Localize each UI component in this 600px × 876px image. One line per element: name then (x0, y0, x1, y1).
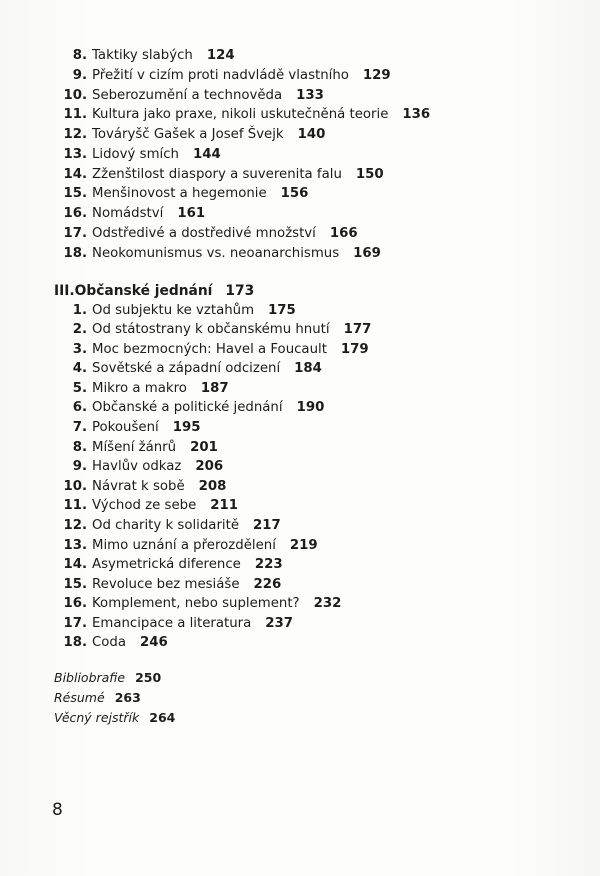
toc-entry-page: 206 (195, 459, 224, 474)
toc-entry-number: 9. (72, 68, 87, 83)
toc-entry-number: 18. (63, 246, 87, 261)
toc-entry-page: 201 (190, 440, 218, 455)
toc-entry-title: Coda (92, 635, 127, 650)
toc-entry-number: 16. (63, 596, 87, 611)
toc-entry-title: Asymetrická diference (92, 557, 241, 572)
back-matter-title: Věcný rejstřík (54, 710, 140, 725)
toc-entry-title: Sovětské a západní odcizení (92, 361, 281, 376)
toc-entry-number: 15. (63, 186, 87, 201)
toc-entry-number: 7. (72, 420, 87, 435)
toc-entry-page: 179 (340, 342, 369, 357)
toc-entry-page: 195 (172, 420, 201, 435)
toc-entry-number: 14. (63, 167, 87, 182)
toc-entry-page: 166 (329, 226, 358, 241)
toc-entry-title: Mimo uznání a přerozdělení (92, 538, 276, 553)
toc-entry-page: 136 (402, 107, 431, 122)
toc-entry-number: 14. (63, 557, 87, 572)
toc-entry-page: 246 (140, 635, 168, 650)
toc-entry-number: 10. (63, 479, 87, 494)
toc-entry-number: 13. (63, 538, 87, 553)
toc-entry-title: Od státostrany k občanskému hnutí (92, 322, 330, 337)
toc-entry-number: 17. (63, 616, 87, 631)
toc-entry-number: 5. (72, 381, 87, 396)
toc-entry-number: 12. (63, 127, 87, 142)
toc-entry-title: Komplement, nebo suplement? (92, 596, 300, 611)
toc-entry-title: Taktiky slabých (92, 48, 193, 63)
toc-entry-page: 129 (362, 68, 391, 83)
back-matter-page: 250 (135, 670, 162, 685)
toc-entry-page: 232 (313, 596, 342, 611)
toc-entry-page: 190 (296, 400, 325, 415)
toc-entry-title: Od subjektu ke vztahům (92, 303, 255, 318)
toc-entry-page: 133 (296, 88, 324, 103)
toc-entry-title: Moc bezmocných: Havel a Foucault (92, 342, 327, 357)
toc-entry-title: Mikro a makro (92, 381, 187, 396)
toc-entry-number: 10. (63, 88, 87, 103)
toc-entry-page: 140 (297, 127, 326, 142)
toc-entry-page: 156 (280, 186, 309, 201)
toc-entry-page: 175 (268, 303, 296, 318)
part-heading-page: 173 (225, 283, 255, 299)
toc-entry-title: Kultura jako praxe, nikoli uskutečněná teorie (92, 107, 389, 122)
back-matter-entry (54, 688, 141, 708)
toc-entry-page: 144 (192, 147, 221, 162)
toc-entry-number: 17. (63, 226, 87, 241)
back-matter-entry (54, 668, 161, 688)
back-matter-entry (54, 708, 175, 728)
toc-entry-number: 4. (72, 361, 87, 376)
toc-entry-page: 217 (253, 518, 281, 533)
toc-entry-title: Odstředivé a dostředivé množství (92, 226, 316, 241)
toc-entry-title: Od charity k solidaritě (92, 518, 240, 533)
toc-entry-title: Návrat k sobě (92, 479, 185, 494)
toc-entry-title: Zženštilost diaspory a suverenita falu (92, 167, 342, 182)
toc-entry-number: 1. (72, 303, 87, 318)
toc-entry-number: 11. (63, 107, 87, 122)
back-matter-title: Bibliobrafie (54, 670, 126, 685)
toc-entry-number: 16. (63, 206, 87, 221)
toc-entry-title: Havlův odkaz (92, 459, 182, 474)
toc-entry-page: 184 (294, 361, 322, 376)
back-matter-page: 263 (114, 690, 141, 705)
toc-entry-number: 8. (72, 440, 87, 455)
toc-entry-title: Neokomunismus vs. neoanarchismus (92, 246, 340, 261)
toc-entry-title: Menšinovost a hegemonie (92, 186, 267, 201)
toc-entry-number: 15. (63, 577, 87, 592)
toc-entry-title: Východ ze sebe (92, 498, 197, 513)
toc-entry-page: 177 (343, 322, 372, 337)
toc-entry-title: Míšení žánrů (92, 440, 177, 455)
toc-entry-number: 2. (72, 322, 87, 337)
page-number: 8 (52, 800, 63, 820)
part-heading (54, 281, 254, 301)
toc-entry-number: 9. (72, 459, 87, 474)
toc-entry-page: 226 (253, 577, 282, 592)
toc-entry-number: 12. (63, 518, 87, 533)
toc-entry-title: Občanské a politické jednání (92, 400, 283, 415)
toc-entry-number: 8. (72, 48, 87, 63)
toc-entry-number: 18. (63, 635, 87, 650)
toc-entry-title: Továryšč Gašek a Josef Švejk (92, 127, 284, 142)
toc-entry-page: 124 (206, 48, 235, 63)
toc-entry-number: 11. (63, 498, 87, 513)
toc-entry-page: 211 (210, 498, 239, 513)
toc-entry-page: 219 (289, 538, 318, 553)
toc-entry-page: 208 (198, 479, 227, 494)
toc-entry-number: 3. (72, 342, 87, 357)
back-matter-page: 264 (149, 710, 176, 725)
back-matter-title: Résumé (54, 690, 105, 705)
toc-entry-page: 161 (177, 206, 206, 221)
toc-entry-page: 150 (355, 167, 384, 182)
toc-entry-title: Pokoušení (92, 420, 159, 435)
toc-entry-title: Revoluce bez mesiáše (92, 577, 240, 592)
toc-entry-title: Seberozumění a technověda (92, 88, 283, 103)
toc-entry-number: 6. (72, 400, 87, 415)
toc-entry-page: 169 (353, 246, 381, 261)
toc-entry-title: Emancipace a literatura (92, 616, 252, 631)
toc-entry-title: Lidový smích (92, 147, 179, 162)
toc-entry-title: Přežití v cizím proti nadvládě vlastního (92, 68, 349, 83)
toc-entry-page: 223 (254, 557, 283, 572)
toc-entry-page: 237 (265, 616, 294, 631)
part-heading-title: III.Občanské jednání (54, 283, 213, 299)
toc-entry-page: 187 (200, 381, 229, 396)
toc-entry-title: Nomádství (92, 206, 164, 221)
toc-entry-number: 13. (63, 147, 87, 162)
